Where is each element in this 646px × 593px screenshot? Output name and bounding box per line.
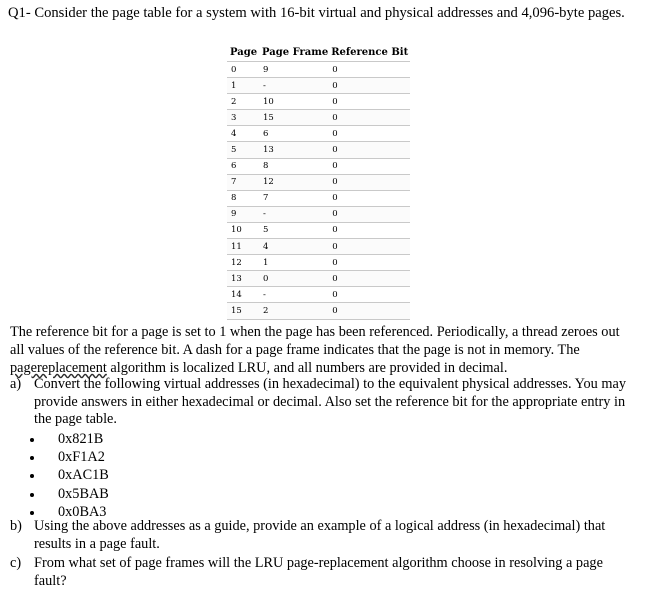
question-heading: Q1- Consider the page table for a system with 16-bit virtual and physical addresses and 4,096-byte pages. — [8, 5, 625, 21]
cell-page: 0 — [227, 62, 259, 78]
header-page-frame: Page Frame — [259, 44, 328, 62]
header-page: Page — [227, 44, 259, 62]
table-row — [227, 62, 410, 78]
table-row — [227, 126, 410, 142]
address-value: 0xAC1B — [58, 467, 109, 484]
cell-reference-bit: 0 — [328, 174, 410, 190]
part-c-label: c) — [10, 555, 22, 571]
cell-page: 1 — [227, 78, 259, 94]
cell-reference-bit: 0 — [328, 158, 410, 174]
table-row — [227, 271, 410, 287]
table-row — [227, 78, 410, 94]
table-row — [227, 190, 410, 206]
cell-reference-bit: 0 — [328, 271, 410, 287]
part-b-text-content: Using the above addresses as a guide, provide an example of a logical address (in hexadecimal) that results in a page fault. — [34, 518, 606, 552]
cell-page: 12 — [227, 255, 259, 271]
cell-page-frame: 12 — [259, 174, 328, 190]
table-row — [227, 142, 410, 158]
cell-reference-bit: 0 — [328, 222, 410, 238]
part-c-text: From what set of page frames will the LRU page-replacement algorithm choose in resolving a page fault? — [34, 555, 603, 589]
table-row — [227, 206, 410, 222]
cell-reference-bit: 0 — [328, 94, 410, 110]
paragraph-text-1: The reference bit for a page is set to 1 when the page has been referenced. Periodically, a thread zeroes out all values of the reference bit. A dash for a page frame indicates that the page is not in memory. The — [10, 324, 620, 358]
address-value: 0x0BA3 — [58, 503, 107, 520]
cell-page-frame: - — [259, 206, 328, 222]
table-row — [227, 110, 410, 126]
part-a-label: a) — [10, 376, 22, 392]
table-row — [227, 174, 410, 190]
cell-reference-bit: 0 — [328, 239, 410, 255]
cell-page-frame: 7 — [259, 190, 328, 206]
part-a-text: Convert the following virtual addresses (in hexadecimal) to the equivalent physical addresses. You may provide answers in either hexadecimal or decimal. Also set the reference bit for the appropriate entry in the page table. — [34, 376, 626, 427]
paragraph-text-2: algorithm is localized LRU, and all numbers are provided in decimal. — [106, 360, 508, 376]
cell-page-frame: 5 — [259, 222, 328, 238]
header-reference-bit: Reference Bit — [328, 44, 410, 62]
cell-page: 11 — [227, 239, 259, 255]
cell-page-frame: 9 — [259, 62, 328, 78]
cell-page-frame: 13 — [259, 142, 328, 158]
cell-page-frame: 8 — [259, 158, 328, 174]
cell-reference-bit: 0 — [328, 126, 410, 142]
table-header-row — [227, 44, 410, 62]
cell-page: 4 — [227, 126, 259, 142]
cell-reference-bit: 0 — [328, 110, 410, 126]
cell-page-frame: 2 — [259, 303, 328, 319]
cell-page-frame: 1 — [259, 255, 328, 271]
bullet-icon — [30, 456, 34, 460]
table-row — [227, 255, 410, 271]
description-paragraph — [10, 323, 636, 377]
part-b — [10, 518, 630, 553]
cell-reference-bit: 0 — [328, 206, 410, 222]
address-value: 0x5BAB — [58, 485, 109, 502]
cell-page: 15 — [227, 303, 259, 319]
cell-page-frame: 4 — [259, 239, 328, 255]
cell-page: 9 — [227, 206, 259, 222]
cell-reference-bit: 0 — [328, 303, 410, 319]
page-table — [227, 44, 410, 320]
cell-page-frame: 6 — [259, 126, 328, 142]
cell-page: 13 — [227, 271, 259, 287]
misspelled-word: pagereplacement — [10, 360, 107, 376]
cell-page-frame: 0 — [259, 271, 328, 287]
part-c — [10, 555, 630, 590]
cell-reference-bit: 0 — [328, 190, 410, 206]
cell-page-frame: 10 — [259, 94, 328, 110]
cell-page: 7 — [227, 174, 259, 190]
bullet-icon — [30, 493, 34, 497]
cell-page: 3 — [227, 110, 259, 126]
table-row — [227, 222, 410, 238]
cell-reference-bit: 0 — [328, 142, 410, 158]
bullet-icon — [30, 511, 34, 515]
address-value: 0xF1A2 — [58, 449, 105, 466]
bullet-icon — [30, 474, 34, 478]
cell-reference-bit: 0 — [328, 255, 410, 271]
cell-reference-bit: 0 — [328, 287, 410, 303]
cell-page: 8 — [227, 190, 259, 206]
bullet-icon — [30, 438, 34, 442]
table-row — [227, 303, 410, 319]
cell-page-frame: - — [259, 287, 328, 303]
address-value: 0x821B — [58, 431, 104, 447]
cell-page: 6 — [227, 158, 259, 174]
part-b-label: b) — [10, 518, 22, 534]
cell-page: 5 — [227, 142, 259, 158]
cell-reference-bit: 0 — [328, 62, 410, 78]
cell-page: 14 — [227, 287, 259, 303]
table-row — [227, 94, 410, 110]
cell-reference-bit: 0 — [328, 78, 410, 94]
cell-page: 10 — [227, 222, 259, 238]
part-b-text — [34, 518, 630, 553]
cell-page-frame: 15 — [259, 110, 328, 126]
part-a — [10, 376, 630, 429]
page-table-body — [227, 62, 410, 320]
table-row — [227, 239, 410, 255]
cell-page: 2 — [227, 94, 259, 110]
table-row — [227, 287, 410, 303]
table-row — [227, 158, 410, 174]
cell-page-frame: - — [259, 78, 328, 94]
